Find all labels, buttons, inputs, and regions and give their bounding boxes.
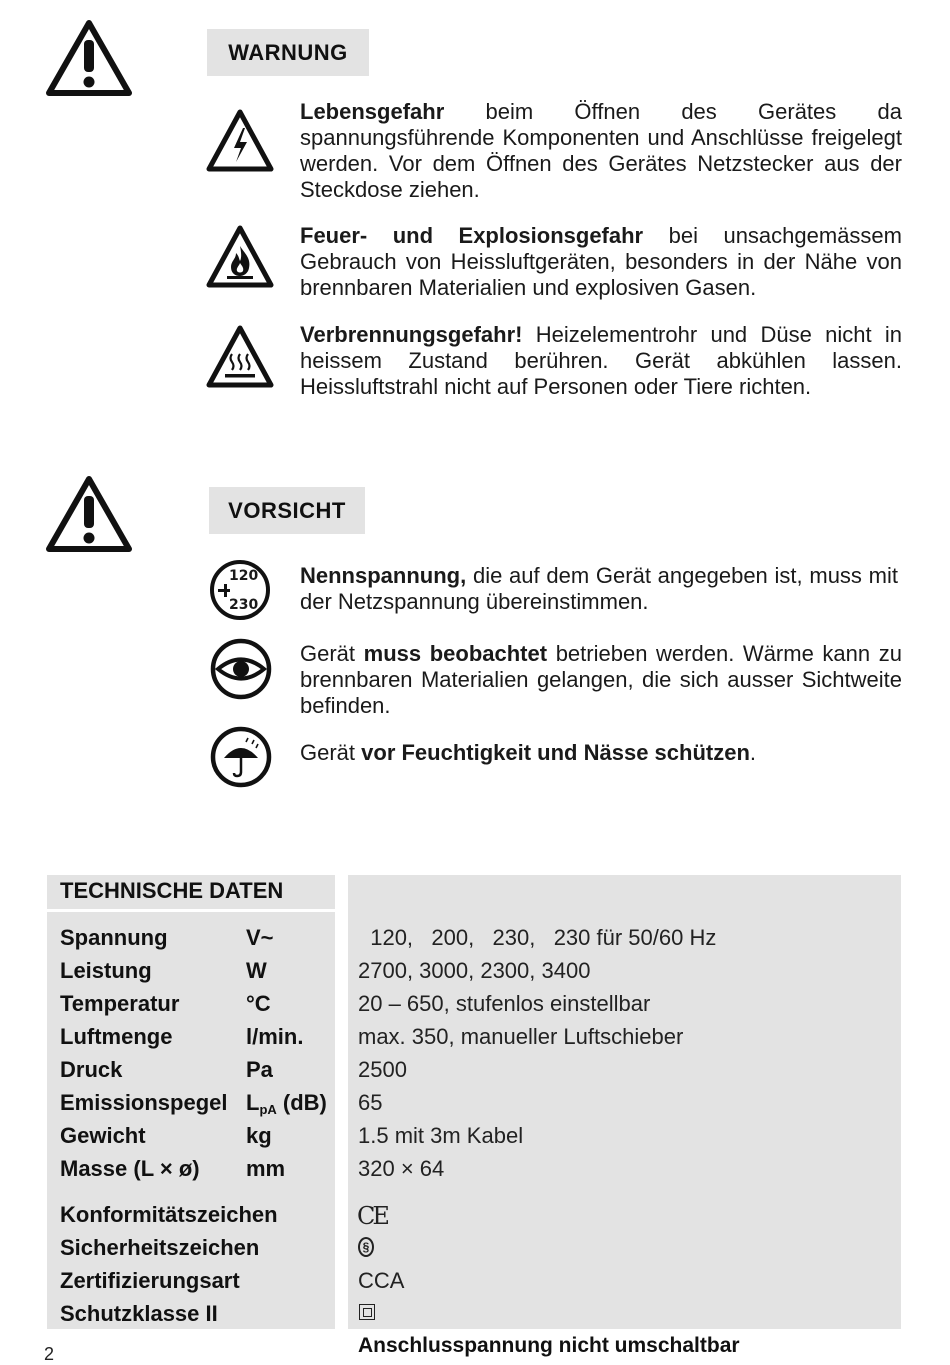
warnung-item-1-bold: Lebensgefahr xyxy=(300,99,445,124)
ce-mark-icon: CE xyxy=(357,1202,387,1230)
tech-row-label: Gewicht xyxy=(60,1123,146,1148)
warnung-item-3-bold: Verbrennungsgefahr! xyxy=(300,322,523,347)
tech-row-value: 65 xyxy=(358,1090,383,1115)
tech-row-label: Leistung xyxy=(60,958,152,983)
unit-sub: pA xyxy=(259,1102,277,1117)
warnung-item-3 xyxy=(300,322,902,400)
tech-row-unit: W xyxy=(246,958,267,983)
vorsicht-item-1 xyxy=(300,563,898,615)
protection-class-ii-icon xyxy=(359,1304,375,1320)
page-number: 2 xyxy=(44,1344,55,1364)
vorsicht-item-1-text: die auf dem Gerät angegeben ist, muss mit der Netzspannung übereinstimmen. xyxy=(300,563,898,614)
tech-row-unit: mm xyxy=(246,1156,286,1181)
warnung-item-1 xyxy=(300,99,902,203)
vorsicht-item-2-bold: muss beobachtet xyxy=(363,641,548,666)
tech-row-value: CCA xyxy=(358,1268,405,1293)
hot-surface-warning-icon xyxy=(205,324,275,390)
tech-data-heading: TECHNISCHE DATEN xyxy=(60,878,284,903)
connection-voltage-note: Anschlusspannung nicht umschaltbar xyxy=(358,1334,740,1357)
tech-row-value: max. 350, manueller Luftschieber xyxy=(358,1024,684,1049)
tech-row-value: 1.5 mit 3m Kabel xyxy=(358,1123,524,1148)
vorsicht-item-2 xyxy=(300,641,902,719)
vorsicht-item-3 xyxy=(300,740,902,766)
tech-row-value: 2700, 3000, 2300, 3400 xyxy=(358,958,591,983)
tech-row-unit: l/min. xyxy=(246,1024,304,1049)
tech-row-label: Schutzklasse II xyxy=(60,1301,218,1326)
tech-row-value: 2500 xyxy=(358,1057,407,1082)
tech-row-label: Sicherheitszeichen xyxy=(60,1235,260,1260)
voltage-icon-top: 120 xyxy=(229,568,259,584)
warnung-item-1-text: beim Öffnen des Gerätes da spannungsführende Komponenten und Anschlüsse freigelegt werden. Vor dem Öffnen des Gerätes Netzstecker aus der Steckdose ziehen. xyxy=(300,99,902,202)
tech-row-label: Masse (L × ø) xyxy=(60,1156,200,1181)
tech-row-label: Spannung xyxy=(60,925,168,950)
tech-row-unit xyxy=(246,1090,327,1117)
tech-row-label: Zertifizierungsart xyxy=(60,1268,240,1293)
tech-row-label: Emissionspegel xyxy=(60,1090,228,1115)
general-warning-icon xyxy=(45,18,133,98)
eye-observe-icon xyxy=(210,638,272,700)
vorsicht-item-2-pre: Gerät xyxy=(300,641,364,666)
tech-heading-divider xyxy=(47,909,335,912)
warnung-item-3-text: Heizelementrohr und Düse nicht in heissem Zustand berühren. Gerät abkühlen lassen. Heissluftstrahl nicht auf Personen oder Tiere richten. xyxy=(300,322,902,399)
tech-row-label: Konformitätszeichen xyxy=(60,1202,278,1227)
unit-tail: (dB) xyxy=(276,1090,327,1115)
tech-row-unit: V~ xyxy=(246,925,274,950)
vorsicht-item-1-bold: Nennspannung, xyxy=(300,563,467,588)
tech-row-unit: kg xyxy=(246,1123,272,1148)
caution-warning-icon xyxy=(45,474,133,554)
warnung-item-2-text: bei unsachgemässem Gebrauch von Heissluftgeräten, besonders in der Nähe von brennbaren Materialien und explosiven Gasen. xyxy=(300,223,902,300)
voltage-icon-bottom: 230 xyxy=(229,597,259,613)
rated-voltage-icon xyxy=(210,560,270,620)
tech-row-value: 320 × 64 xyxy=(358,1156,445,1181)
vorsicht-item-3-pre: Gerät xyxy=(300,740,362,765)
umbrella-keep-dry-icon xyxy=(210,726,272,788)
warnung-item-2-bold: Feuer- und Explosionsgefahr xyxy=(300,223,644,248)
tech-row-value: 20 – 650, stufenlos einstellbar xyxy=(358,991,651,1016)
warnung-heading: WARNUNG xyxy=(207,29,369,76)
tech-row-label: Druck xyxy=(60,1057,123,1082)
vorsicht-heading: VORSICHT xyxy=(209,487,365,534)
electric-shock-warning-icon xyxy=(205,108,275,174)
safety-mark-icon: § xyxy=(358,1237,374,1257)
tech-row-value: 120, 200, 230, 230 für 50/60 Hz xyxy=(358,925,717,950)
warnung-item-2 xyxy=(300,223,902,301)
vorsicht-item-2-text: betrieben werden. Wärme kann zu brennbaren Materialien gelangen, die sich ausser Sichtweite befinden. xyxy=(300,641,902,718)
vorsicht-item-3-text: . xyxy=(749,740,757,765)
tech-row-label: Temperatur xyxy=(60,991,180,1016)
unit-main: L xyxy=(246,1090,260,1115)
tech-row-unit: °C xyxy=(246,991,271,1016)
vorsicht-item-3-bold: vor Feuchtigkeit und Nässe schützen xyxy=(361,740,750,765)
tech-row-unit: Pa xyxy=(246,1057,273,1082)
tech-row-label: Luftmenge xyxy=(60,1024,173,1049)
fire-warning-icon xyxy=(205,224,275,290)
